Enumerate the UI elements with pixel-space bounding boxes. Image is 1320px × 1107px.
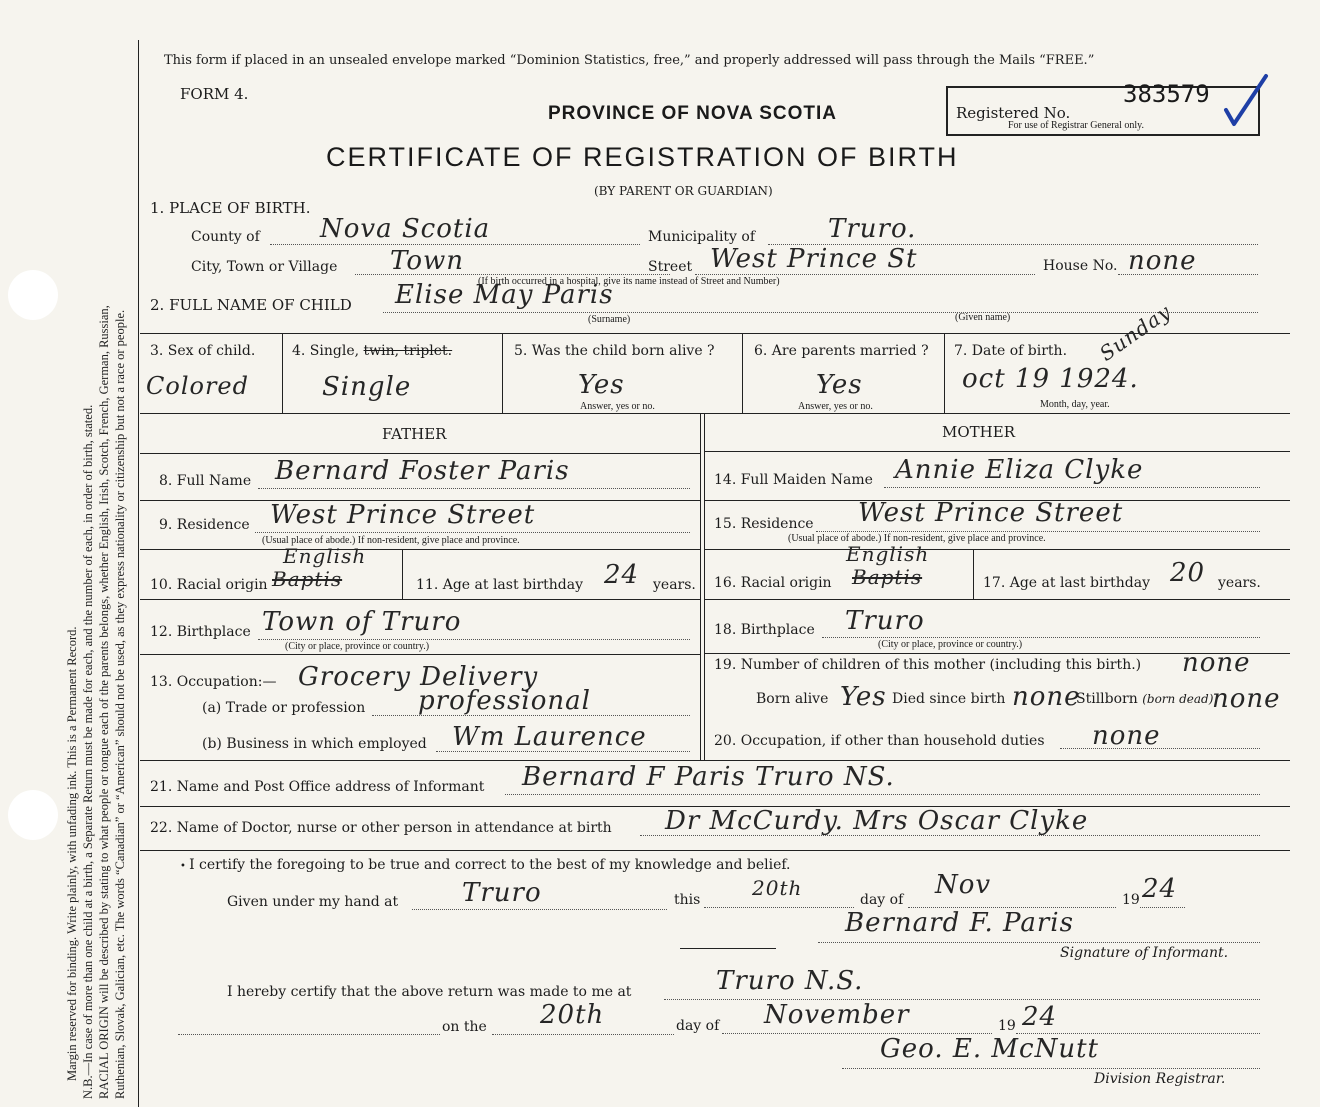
- form-number: FORM 4.: [180, 85, 249, 103]
- certify-statement: [180, 857, 791, 873]
- doctor-label: 22. Name of Doctor, nurse or other person in attendance at birth: [150, 820, 612, 836]
- mother-rule-18: [704, 599, 1290, 600]
- father-name-line: [258, 488, 690, 489]
- full-name-label: 2. FULL NAME OF CHILD: [150, 296, 352, 314]
- father-rule-10: [140, 549, 700, 550]
- mail-notice: This form if placed in an unsealed envelope marked “Dominion Statistics, free,” and properly addressed will pass through the Mails “FREE.”: [164, 53, 1095, 68]
- doctor-value: Dr McCurdy. Mrs Oscar Clyke: [665, 806, 1089, 836]
- father-name-label: 8. Full Name: [159, 473, 252, 489]
- registered-label: Registered No.: [956, 104, 1071, 122]
- col-rule-4: [944, 333, 945, 413]
- mother-stillborn-value: none: [1212, 684, 1281, 714]
- informant-signature: Bernard F. Paris: [845, 908, 1074, 938]
- registrar-day-value: 20th: [540, 1000, 605, 1030]
- single-value: Single: [322, 372, 412, 402]
- city-label: City, Town or Village: [191, 259, 338, 275]
- this-label: this: [674, 892, 701, 908]
- mother-race-label: 16. Racial origin: [714, 575, 832, 591]
- sidebar-line-4: Ruthenian, Slovak, Galician, etc. The words “Canadian” or “American” should not be used, as they express nationality or citizenship but not a race or people.: [113, 309, 127, 1099]
- registered-sub: For use of Registrar General only.: [1008, 120, 1144, 131]
- given-label: Given under my hand at: [227, 894, 399, 910]
- married-label: 6. Are parents married ?: [754, 343, 929, 359]
- surname-note: (Surname): [588, 314, 631, 325]
- father-age-unit: years.: [653, 577, 696, 593]
- father-res-value: West Prince Street: [270, 500, 536, 530]
- dob-label: 7. Date of birth.: [954, 343, 1068, 359]
- stillborn-label-text: Stillborn: [1076, 691, 1138, 707]
- binding-hole-top: [8, 270, 58, 320]
- county-line: [270, 244, 640, 245]
- county-label: County of: [191, 229, 260, 245]
- registrar-signature-line: [842, 1068, 1260, 1069]
- father-race-label: 10. Racial origin: [150, 577, 268, 593]
- sidebar-line-3: RACIAL ORIGIN will be described by stating to what people or tongue each of the parents belongs, whether English, Irish, Scotch, French, German, Russian,: [97, 305, 111, 1099]
- father-birthplace-label: 12. Birthplace: [150, 624, 251, 640]
- mother-col-16-17: [973, 549, 974, 599]
- mother-age-value: 20: [1170, 558, 1206, 588]
- registered-number-box: [946, 80, 1260, 136]
- city-value: Town: [390, 246, 464, 276]
- mother-birthplace-note: (City or place, province or country.): [878, 639, 1023, 650]
- sidebar-line-2: N.B.—In case of more than one child at a birth, a Separate Return must be made for each, and the number of each, in order of birth, stated.: [81, 404, 95, 1099]
- born-alive-note: Answer, yes or no.: [580, 401, 655, 412]
- full-name-line: [383, 312, 1258, 313]
- full-name-value: Elise May Paris: [395, 280, 614, 310]
- mother-age-label: 17. Age at last birthday: [983, 575, 1151, 591]
- short-rule: [680, 948, 776, 949]
- given-day-of-label: day of: [860, 892, 904, 908]
- county-value: Nova Scotia: [320, 214, 491, 244]
- father-business-value: Wm Laurence: [452, 722, 647, 752]
- sex-label: 3. Sex of child.: [150, 343, 256, 359]
- mother-age-unit: years.: [1218, 575, 1261, 591]
- father-rule-12: [140, 599, 700, 600]
- given-name-note: (Given name): [955, 312, 1011, 323]
- registrar-signature-label: Division Registrar.: [1094, 1071, 1226, 1087]
- registrar-place-value: Truro N.S.: [716, 966, 864, 996]
- married-note: Answer, yes or no.: [798, 401, 873, 412]
- given-year-prefix: 19: [1122, 892, 1140, 908]
- rule-mid-grid: [140, 413, 1290, 414]
- certificate-title: CERTIFICATE OF REGISTRATION OF BIRTH: [326, 142, 959, 172]
- mother-died-value: none: [1012, 682, 1081, 712]
- registrar-year-value: 24: [1022, 1002, 1058, 1032]
- father-business-label: (b) Business in which employed: [202, 736, 427, 752]
- sex-value: Colored: [146, 372, 249, 400]
- municipality-value: Truro.: [828, 214, 917, 244]
- father-heading: FATHER: [382, 425, 447, 443]
- place-of-birth-label: 1. PLACE OF BIRTH.: [150, 199, 311, 217]
- mother-res-line: [816, 531, 1260, 532]
- given-place-value: Truro: [462, 878, 542, 908]
- registrar-day-line: [492, 1034, 674, 1035]
- municipality-label: Municipality of: [648, 229, 756, 245]
- mother-name-line: [884, 487, 1260, 488]
- house-label: House No.: [1043, 258, 1118, 274]
- informant-line: [505, 794, 1260, 795]
- registrar-signature: Geo. E. McNutt: [880, 1034, 1099, 1064]
- checkmark-icon: [1222, 70, 1272, 130]
- mother-res-note: (Usual place of abode.) If non-resident, give place and province.: [788, 533, 1046, 544]
- registrar-place-line: [664, 999, 1260, 1000]
- father-rule-13: [140, 654, 700, 655]
- registrar-month-value: November: [764, 1000, 910, 1030]
- mother-res-label: 15. Residence: [714, 516, 814, 532]
- mother-birthplace-line: [822, 637, 1260, 638]
- registered-value: 383579: [1123, 80, 1210, 108]
- parents-divider: [700, 413, 701, 760]
- binding-hole-bottom: [8, 790, 58, 840]
- mother-res-value: West Prince Street: [858, 498, 1124, 528]
- father-birthplace-line: [258, 639, 690, 640]
- mother-heading: MOTHER: [942, 423, 1015, 441]
- mother-children-label: 19. Number of children of this mother (including this birth.): [714, 657, 1142, 673]
- col-rule-1: [282, 333, 283, 413]
- mother-occ-value: none: [1092, 721, 1161, 751]
- informant-value: Bernard F Paris Truro NS.: [522, 762, 895, 792]
- col-rule-2: [502, 333, 503, 413]
- province-title: PROVINCE OF NOVA SCOTIA: [548, 103, 838, 124]
- father-col-10-11: [402, 549, 403, 599]
- dob-note: Month, day, year.: [1040, 399, 1110, 410]
- street-value: West Prince St: [710, 244, 918, 274]
- father-res-line: [255, 532, 690, 533]
- street-label: Street: [648, 259, 693, 275]
- house-value: none: [1128, 246, 1197, 276]
- father-occ-value: Grocery Delivery: [298, 662, 539, 692]
- informant-signature-line: [818, 942, 1260, 943]
- mother-race-value: English: [846, 542, 930, 566]
- parents-divider-2: [704, 413, 705, 760]
- mother-rule-16: [704, 549, 1290, 550]
- given-year-value: 24: [1142, 874, 1178, 904]
- mother-children-value: none: [1182, 648, 1251, 678]
- certify-text: I certify the foregoing to be true and correct to the best of my knowledge and belief.: [189, 857, 791, 873]
- father-rule-8: [140, 453, 700, 454]
- given-month-value: Nov: [935, 870, 992, 900]
- sidebar-notes: [64, 305, 128, 1099]
- certify-bullet: •: [180, 861, 190, 872]
- mother-died-label: Died since birth: [892, 691, 1006, 707]
- father-age-label: 11. Age at last birthday: [416, 577, 584, 593]
- dob-day-note: Sunday: [1095, 299, 1176, 366]
- given-place-line: [412, 909, 667, 910]
- born-alive-value: Yes: [578, 370, 625, 400]
- mother-rule-14: [704, 451, 1290, 452]
- mother-born-alive-value: Yes: [840, 682, 887, 712]
- father-age-value: 24: [604, 560, 640, 590]
- mother-occ-label: 20. Occupation, if other than household duties: [714, 733, 1045, 749]
- dob-value: oct 19 1924.: [962, 364, 1139, 394]
- given-year-line: [1140, 907, 1185, 908]
- married-value: Yes: [816, 370, 863, 400]
- single-label: [292, 343, 452, 359]
- father-res-label: 9. Residence: [159, 517, 250, 533]
- mother-name-label: 14. Full Maiden Name: [714, 472, 873, 488]
- rule-certify: [140, 850, 1290, 851]
- father-occ-label: 13. Occupation:—: [150, 674, 277, 690]
- registrar-year-prefix: 19: [998, 1018, 1016, 1034]
- registrar-on-label: on the: [442, 1019, 487, 1035]
- father-birthplace-note: (City or place, province or country.): [285, 641, 430, 652]
- father-res-note: (Usual place of abode.) If non-resident, give place and province.: [262, 535, 520, 546]
- given-day-value: 20th: [752, 876, 803, 900]
- margin-rule: [138, 40, 139, 1107]
- mother-name-value: Annie Eliza Clyke: [895, 455, 1144, 485]
- mother-birthplace-label: 18. Birthplace: [714, 622, 815, 638]
- father-name-value: Bernard Foster Paris: [275, 456, 570, 486]
- informant-signature-label: Signature of Informant.: [1060, 945, 1229, 961]
- rule-21: [140, 760, 1290, 761]
- informant-label: 21. Name and Post Office address of Informant: [150, 779, 485, 795]
- street-line: [695, 274, 1035, 275]
- father-race-value: English: [283, 544, 367, 568]
- father-trade-label: (a) Trade or profession: [202, 700, 366, 716]
- born-alive-label: 5. Was the child born alive ?: [514, 343, 715, 359]
- father-birthplace-value: Town of Truro: [262, 607, 462, 637]
- given-day-line: [704, 907, 854, 908]
- mother-stillborn-label: [1076, 691, 1213, 707]
- father-trade-value: professional: [418, 686, 591, 716]
- certificate-subtitle: (BY PARENT OR GUARDIAN): [594, 184, 773, 198]
- col-rule-3: [742, 333, 743, 413]
- registrar-statement: I hereby certify that the above return was made to me at: [227, 984, 632, 1000]
- hospital-note: (If birth occurred in a hospital, give its name instead of Street and Number): [478, 276, 780, 287]
- mother-birthplace-value: Truro: [845, 606, 925, 636]
- stillborn-note: (born dead): [1142, 692, 1214, 706]
- father-race-struck: Baptis: [272, 567, 343, 591]
- single-label-b: twin, triplet.: [363, 343, 453, 359]
- registrar-day-of-label: day of: [676, 1018, 720, 1034]
- mother-race-struck: Baptis: [852, 565, 923, 589]
- registrar-leading-line: [178, 1034, 440, 1035]
- mother-born-alive-label: Born alive: [756, 691, 829, 707]
- single-label-a: 4. Single,: [292, 343, 360, 359]
- sidebar-line-1: Margin reserved for binding. Write plainly, with unfading ink. This is a Permanent Record.: [65, 626, 79, 1081]
